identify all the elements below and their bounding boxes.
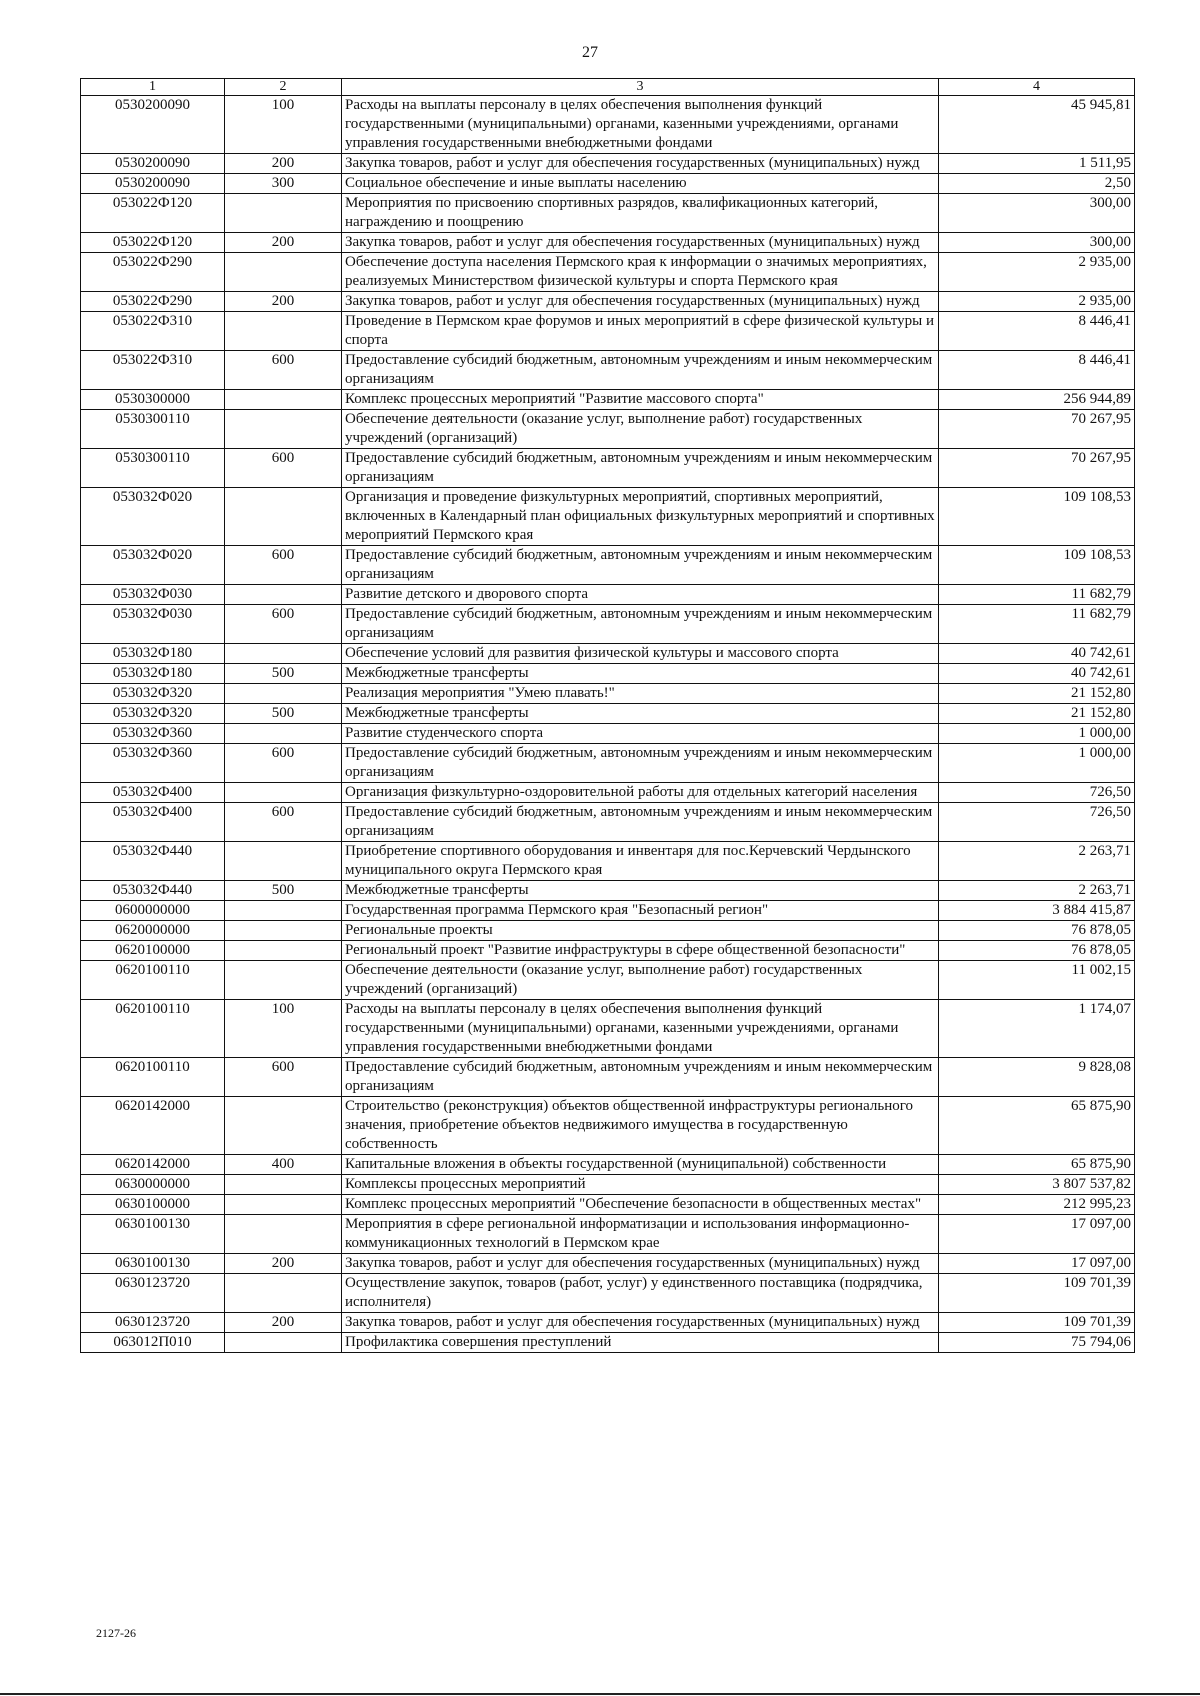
table-body [81,96,1135,1353]
cell-expense-type: 500 [225,664,342,684]
cell-expense-type [225,941,342,961]
table-row [81,410,1135,449]
cell-name: Строительство (реконструкция) объектов общественной инфраструктуры регионального значения, приобретение объектов недвижимого имущества в государственную собственность [342,1097,939,1155]
cell-expense-type: 600 [225,351,342,390]
bottom-rule [0,1693,1200,1695]
cell-expense-type [225,1274,342,1313]
cell-target-code: 053022Ф120 [81,233,225,253]
cell-name: Комплекс процессных мероприятий "Обеспечение безопасности в общественных местах" [342,1195,939,1215]
cell-name: Расходы на выплаты персоналу в целях обеспечения выполнения функций государственными (муниципальными) органами, казенными учреждениями, органами управления государственными внебюджетными фондами [342,1000,939,1058]
cell-expense-type [225,488,342,546]
table-row [81,881,1135,901]
cell-name: Государственная программа Пермского края "Безопасный регион" [342,901,939,921]
cell-name: Закупка товаров, работ и услуг для обеспечения государственных (муниципальных) нужд [342,233,939,253]
cell-target-code: 053022Ф290 [81,292,225,312]
cell-target-code: 0530300000 [81,390,225,410]
cell-target-code: 063012П010 [81,1333,225,1353]
cell-amount: 11 682,79 [939,585,1135,605]
cell-name: Обеспечение деятельности (оказание услуг, выполнение работ) государственных учреждений (организаций) [342,961,939,1000]
cell-expense-type [225,1195,342,1215]
table-header-row [81,79,1135,96]
cell-target-code: 053022Ф120 [81,194,225,233]
cell-amount: 76 878,05 [939,941,1135,961]
cell-target-code: 0630000000 [81,1175,225,1195]
cell-expense-type [225,1215,342,1254]
cell-amount: 9 828,08 [939,1058,1135,1097]
cell-expense-type: 600 [225,546,342,585]
cell-name: Развитие детского и дворового спорта [342,585,939,605]
cell-name: Закупка товаров, работ и услуг для обеспечения государственных (муниципальных) нужд [342,1313,939,1333]
page-number: 27 [582,44,598,61]
cell-amount: 109 108,53 [939,546,1135,585]
cell-expense-type: 600 [225,605,342,644]
cell-target-code: 053032Ф030 [81,605,225,644]
cell-target-code: 0620100110 [81,1058,225,1097]
cell-amount: 1 511,95 [939,154,1135,174]
cell-expense-type: 300 [225,174,342,194]
cell-amount: 2 263,71 [939,881,1135,901]
cell-target-code: 053032Ф180 [81,644,225,664]
cell-target-code: 0620100110 [81,961,225,1000]
cell-target-code: 053032Ф020 [81,546,225,585]
cell-expense-type [225,194,342,233]
cell-amount: 212 995,23 [939,1195,1135,1215]
cell-target-code: 053022Ф290 [81,253,225,292]
cell-name: Социальное обеспечение и иные выплаты населению [342,174,939,194]
cell-target-code: 053032Ф320 [81,704,225,724]
cell-target-code: 053032Ф360 [81,724,225,744]
table-row [81,664,1135,684]
cell-target-code: 0530200090 [81,174,225,194]
cell-amount: 2,50 [939,174,1135,194]
cell-name: Комплекс процессных мероприятий "Развитие массового спорта" [342,390,939,410]
cell-expense-type: 600 [225,803,342,842]
table-row [81,1097,1135,1155]
cell-target-code: 053022Ф310 [81,351,225,390]
column-header-4: 4 [939,79,1135,96]
table-row [81,1058,1135,1097]
cell-expense-type: 400 [225,1155,342,1175]
cell-amount: 76 878,05 [939,921,1135,941]
budget-table [80,78,1135,1353]
cell-expense-type [225,842,342,881]
table-row [81,194,1135,233]
cell-expense-type [225,901,342,921]
table-row [81,312,1135,351]
table-row [81,704,1135,724]
cell-name: Предоставление субсидий бюджетным, автономным учреждениям и иным некоммерческим организациям [342,605,939,644]
cell-target-code: 0620100110 [81,1000,225,1058]
cell-amount: 3 807 537,82 [939,1175,1135,1195]
cell-target-code: 0630123720 [81,1274,225,1313]
cell-name: Реализация мероприятия "Умею плавать!" [342,684,939,704]
cell-target-code: 0530300110 [81,410,225,449]
cell-target-code: 0620000000 [81,921,225,941]
cell-amount: 17 097,00 [939,1254,1135,1274]
cell-target-code: 0600000000 [81,901,225,921]
cell-amount: 1 000,00 [939,744,1135,783]
table-row [81,605,1135,644]
cell-target-code: 0620142000 [81,1097,225,1155]
table-row [81,961,1135,1000]
column-header-1: 1 [81,79,225,96]
cell-name: Мероприятия по присвоению спортивных разрядов, квалификационных категорий, награждению и поощрению [342,194,939,233]
cell-expense-type: 200 [225,1313,342,1333]
column-header-2: 2 [225,79,342,96]
cell-name: Межбюджетные трансферты [342,664,939,684]
cell-target-code: 0530300110 [81,449,225,488]
cell-expense-type: 100 [225,1000,342,1058]
cell-target-code: 053032Ф400 [81,803,225,842]
cell-amount: 65 875,90 [939,1097,1135,1155]
table-row [81,724,1135,744]
table-row [81,233,1135,253]
cell-name: Развитие студенческого спорта [342,724,939,744]
cell-amount: 65 875,90 [939,1155,1135,1175]
cell-expense-type [225,390,342,410]
cell-amount: 726,50 [939,803,1135,842]
cell-amount: 17 097,00 [939,1215,1135,1254]
cell-expense-type [225,253,342,292]
table-row [81,1195,1135,1215]
cell-expense-type: 200 [225,1254,342,1274]
cell-target-code: 0630100130 [81,1254,225,1274]
cell-expense-type [225,410,342,449]
cell-target-code: 053032Ф360 [81,744,225,783]
table-row [81,154,1135,174]
table-row [81,390,1135,410]
cell-name: Обеспечение деятельности (оказание услуг, выполнение работ) государственных учреждений (организаций) [342,410,939,449]
cell-name: Предоставление субсидий бюджетным, автономным учреждениям и иным некоммерческим организациям [342,744,939,783]
cell-amount: 21 152,80 [939,684,1135,704]
cell-target-code: 053032Ф320 [81,684,225,704]
cell-expense-type: 600 [225,1058,342,1097]
cell-name: Профилактика совершения преступлений [342,1333,939,1353]
cell-expense-type: 200 [225,154,342,174]
cell-name: Обеспечение условий для развития физической культуры и массового спорта [342,644,939,664]
table-row [81,941,1135,961]
cell-target-code: 053022Ф310 [81,312,225,351]
table-row [81,901,1135,921]
cell-target-code: 0630100130 [81,1215,225,1254]
cell-expense-type [225,783,342,803]
cell-amount: 300,00 [939,233,1135,253]
cell-amount: 21 152,80 [939,704,1135,724]
cell-name: Предоставление субсидий бюджетным, автономным учреждениям и иным некоммерческим организациям [342,1058,939,1097]
table-row [81,1175,1135,1195]
cell-expense-type [225,1333,342,1353]
cell-amount: 256 944,89 [939,390,1135,410]
cell-amount: 109 701,39 [939,1274,1135,1313]
cell-name: Региональный проект "Развитие инфраструктуры в сфере общественной безопасности" [342,941,939,961]
cell-target-code: 0530200090 [81,154,225,174]
table-row [81,96,1135,154]
cell-amount: 2 935,00 [939,253,1135,292]
cell-target-code: 053032Ф440 [81,881,225,901]
cell-name: Капитальные вложения в объекты государственной (муниципальной) собственности [342,1155,939,1175]
table-row [81,1000,1135,1058]
table-row [81,488,1135,546]
cell-target-code: 0530200090 [81,96,225,154]
cell-amount: 8 446,41 [939,351,1135,390]
table-row [81,744,1135,783]
table-row [81,842,1135,881]
cell-name: Региональные проекты [342,921,939,941]
cell-amount: 40 742,61 [939,644,1135,664]
table-row [81,783,1135,803]
cell-amount: 109 108,53 [939,488,1135,546]
cell-expense-type: 100 [225,96,342,154]
cell-name: Межбюджетные трансферты [342,881,939,901]
cell-name: Комплексы процессных мероприятий [342,1175,939,1195]
cell-name: Мероприятия в сфере региональной информатизации и использования информационно-коммуникационных технологий в Пермском крае [342,1215,939,1254]
cell-target-code: 0630100000 [81,1195,225,1215]
cell-name: Предоставление субсидий бюджетным, автономным учреждениям и иным некоммерческим организациям [342,449,939,488]
column-header-3: 3 [342,79,939,96]
table-row [81,644,1135,664]
cell-name: Организация физкультурно-оздоровительной работы для отдельных категорий населения [342,783,939,803]
cell-amount: 70 267,95 [939,410,1135,449]
cell-amount: 40 742,61 [939,664,1135,684]
cell-target-code: 0620100000 [81,941,225,961]
table-row [81,253,1135,292]
cell-amount: 109 701,39 [939,1313,1135,1333]
cell-expense-type: 600 [225,744,342,783]
cell-amount: 300,00 [939,194,1135,233]
cell-name: Предоставление субсидий бюджетным, автономным учреждениям и иным некоммерческим организациям [342,351,939,390]
cell-target-code: 053032Ф020 [81,488,225,546]
cell-expense-type: 500 [225,704,342,724]
table-row [81,449,1135,488]
cell-amount: 3 884 415,87 [939,901,1135,921]
cell-amount: 8 446,41 [939,312,1135,351]
cell-name: Предоставление субсидий бюджетным, автономным учреждениям и иным некоммерческим организациям [342,546,939,585]
cell-expense-type: 600 [225,449,342,488]
table-row [81,921,1135,941]
cell-target-code: 053032Ф440 [81,842,225,881]
cell-name: Обеспечение доступа населения Пермского края к информации о значимых мероприятиях, реализуемых Министерством физической культуры и спорта Пермского края [342,253,939,292]
cell-target-code: 053032Ф400 [81,783,225,803]
cell-expense-type [225,644,342,664]
cell-amount: 1 174,07 [939,1000,1135,1058]
cell-expense-type [225,1097,342,1155]
cell-expense-type [225,1175,342,1195]
cell-expense-type [225,961,342,1000]
cell-amount: 726,50 [939,783,1135,803]
cell-target-code: 0620142000 [81,1155,225,1175]
table-row [81,174,1135,194]
cell-expense-type [225,585,342,605]
cell-name: Проведение в Пермском крае форумов и иных мероприятий в сфере физической культуры и спорта [342,312,939,351]
table-row [81,684,1135,704]
cell-amount: 70 267,95 [939,449,1135,488]
cell-amount: 45 945,81 [939,96,1135,154]
table-row [81,1155,1135,1175]
table-row [81,585,1135,605]
table-row [81,1274,1135,1313]
cell-target-code: 053032Ф180 [81,664,225,684]
cell-expense-type [225,684,342,704]
table-row [81,1333,1135,1353]
cell-name: Приобретение спортивного оборудования и инвентаря для пос.Керчевский Чердынского муниципального округа Пермского края [342,842,939,881]
cell-expense-type [225,312,342,351]
cell-expense-type: 200 [225,292,342,312]
table-row [81,1215,1135,1254]
cell-expense-type [225,921,342,941]
table-row [81,1313,1135,1333]
table-row [81,546,1135,585]
cell-name: Расходы на выплаты персоналу в целях обеспечения выполнения функций государственными (муниципальными) органами, казенными учреждениями, органами управления государственными внебюджетными фондами [342,96,939,154]
cell-amount: 2 263,71 [939,842,1135,881]
cell-name: Межбюджетные трансферты [342,704,939,724]
cell-expense-type: 500 [225,881,342,901]
cell-name: Закупка товаров, работ и услуг для обеспечения государственных (муниципальных) нужд [342,1254,939,1274]
cell-amount: 11 002,15 [939,961,1135,1000]
cell-expense-type [225,724,342,744]
cell-name: Организация и проведение физкультурных мероприятий, спортивных мероприятий, включенных в Календарный план официальных физкультурных мероприятий и спортивных мероприятий Пермского края [342,488,939,546]
cell-name: Осуществление закупок, товаров (работ, услуг) у единственного поставщика (подрядчика, исполнителя) [342,1274,939,1313]
cell-name: Предоставление субсидий бюджетным, автономным учреждениям и иным некоммерческим организациям [342,803,939,842]
table-row [81,803,1135,842]
cell-amount: 75 794,06 [939,1333,1135,1353]
table-row [81,1254,1135,1274]
table-row [81,292,1135,312]
document-code: 2127-26 [96,1626,136,1640]
table-row [81,351,1135,390]
cell-name: Закупка товаров, работ и услуг для обеспечения государственных (муниципальных) нужд [342,292,939,312]
cell-target-code: 053032Ф030 [81,585,225,605]
cell-amount: 1 000,00 [939,724,1135,744]
cell-amount: 2 935,00 [939,292,1135,312]
cell-name: Закупка товаров, работ и услуг для обеспечения государственных (муниципальных) нужд [342,154,939,174]
cell-expense-type: 200 [225,233,342,253]
cell-target-code: 0630123720 [81,1313,225,1333]
cell-amount: 11 682,79 [939,605,1135,644]
